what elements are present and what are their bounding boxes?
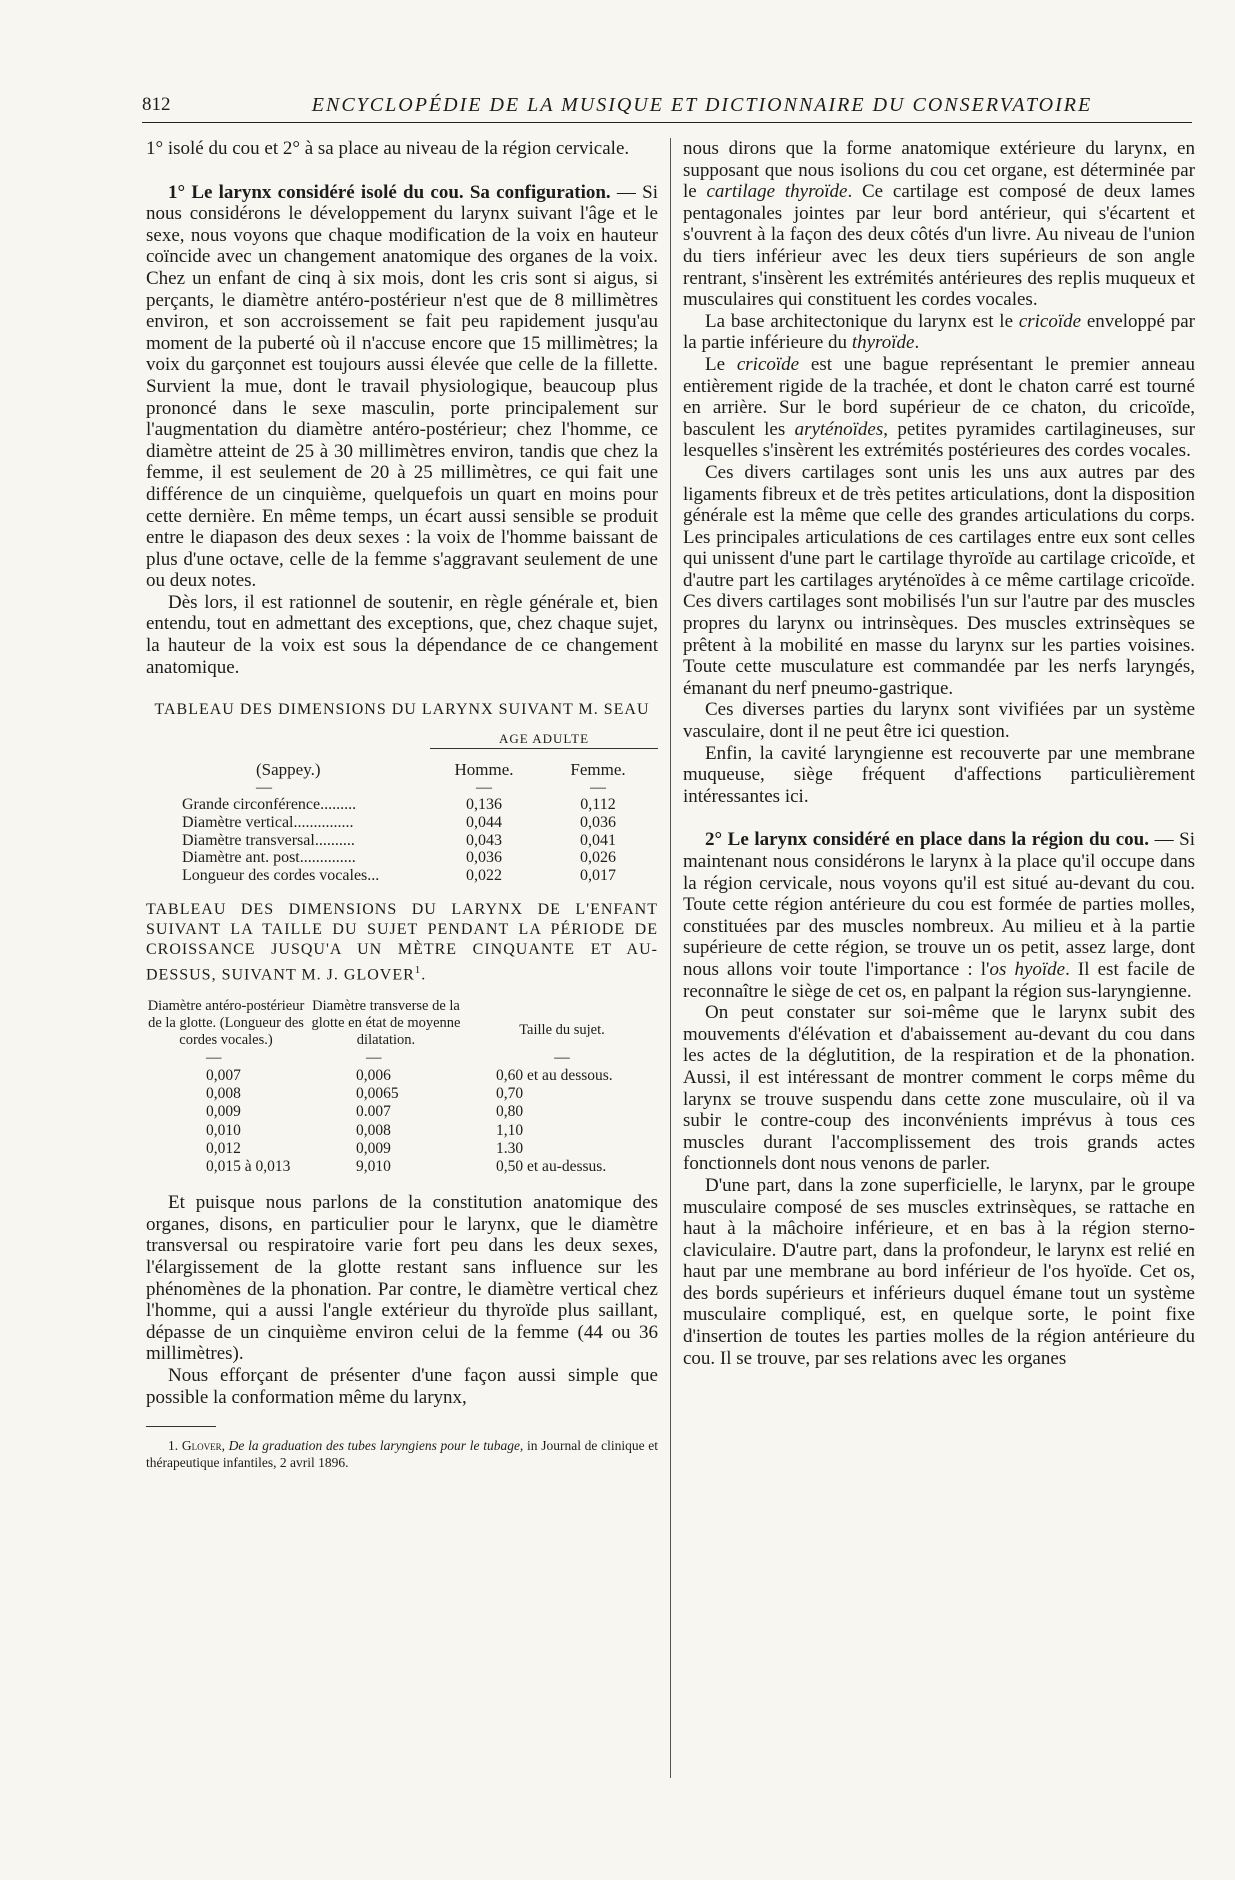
table-2-col-transverse: Diamètre transverse de la glotte en état de moyenne dilatation. bbox=[311, 997, 461, 1048]
cell-ap: 0,008 bbox=[206, 1085, 241, 1103]
table-1-title: TABLEAU DES DIMENSIONS DU LARYNX SUIVANT M. SEAU bbox=[154, 701, 650, 719]
table-1-dash: — bbox=[476, 778, 492, 796]
intro-paragraph: 1° isolé du cou et 2° à sa place au niveau de la région cervicale. bbox=[146, 138, 630, 159]
table-2-dash: — bbox=[206, 1048, 222, 1066]
table-row bbox=[146, 867, 658, 885]
table-row bbox=[146, 1067, 658, 1085]
right-column bbox=[683, 138, 1195, 1369]
cell-homme: 0,043 bbox=[466, 831, 502, 849]
paragraph-zone: D'une part, dans la zone superficielle, le larynx, par le groupe musculaire composé de ses muscles extrinsèques, se rattache en haut à la mâchoire inférieure, et en bas à la région sterno-claviculaire. D'autre part, dans la profondeur, le larynx est relié en haut par une membrane au bord inférieur de l'os hyoïde. Cet os, des bords supérieurs et inférieurs duquel émane tout un système musculaire compliqué, est, en quelque sorte, le point fixe d'insertion de toutes les parties molles de la région antérieure du cou. Il se trouve, par ses relations avec les organes bbox=[683, 1174, 1195, 1369]
cell-femme: 0,041 bbox=[580, 831, 616, 849]
cell-ap: 0,012 bbox=[206, 1139, 241, 1157]
footnote-ref: 1 bbox=[414, 964, 422, 977]
footnote-rule bbox=[146, 1426, 216, 1427]
cell-ap: 0,010 bbox=[206, 1121, 241, 1139]
footnote-author: Glover, bbox=[181, 1438, 225, 1454]
cell-homme: 0,036 bbox=[466, 849, 502, 867]
cell-homme: 0,044 bbox=[466, 814, 502, 832]
table-1-col-femme: Femme. bbox=[570, 760, 626, 780]
column-divider bbox=[670, 138, 671, 1778]
cell-ap: 0,009 bbox=[206, 1103, 241, 1121]
table-1-col-homme: Homme. bbox=[454, 760, 514, 780]
cell-ap: 0,015 à 0,013 bbox=[206, 1157, 291, 1175]
table-2-col-ap: Diamètre antéro-postérieur de la glotte. (Longueur des cordes vocales.) bbox=[147, 997, 305, 1048]
footnote: 1. Glover, De la graduation des tubes laryngiens pour le tubage, in Journal de clinique et thérapeutique infantiles, 2 avril 1896. bbox=[146, 1438, 659, 1471]
row-label: Diamètre vertical bbox=[182, 814, 294, 832]
section-1-text: — Si nous considérons le développement du larynx suivant l'âge et le sexe, nous voyons que chaque modification de la voix en hauteur coïncide avec un changement anatomique des organes de la voix. Chez un enfant de cinq à six mois, dont les cris sont si aigus, si perçants, le diamètre antéro-postérieur n'est que de 8 millimètres environ, et son accroissement se fait peu rapidement jusqu'au moment de la puberté où il n'accuse encore que 15 millimètres; la voix du garçonnet est toujours aussi élevée que celle de la fillette. Survient la mue, dont le travail physiologique, beaucoup plus prononcé dans le sexe masculin, porte principalement sur l'augmentation du diamètre antéro-postérieur; chez l'homme, ce diamètre atteint de 25 à 30 millimètres environ, tandis que chez la femme, il est seulement de 20 à 25 millimètres, ce qui fait une différence de un cinquième, quelquefois un quart en moins pour cette dernière. En même temps, un écart aussi sensible se produit entre le diapason des deux sexes : la voix de l'homme baissant de plus d'une octave, celle de la femme s'aggravant seulement de une ou deux notes. bbox=[146, 181, 658, 592]
paragraph-cartilages: Ces divers cartilages sont unis les uns aux autres par des ligaments fibreux et de très petites articulations, dont la disposition générale est la même que celle des grandes articulations du corps. Les principales articulations de ces cartilages entre eux sont celles qui unissent d'une part le cartilage thyroïde au cartilage cricoïde, et d'autre part les cartilages aryténoïdes à ce même cartilage cricoïde. Ces divers cartilages sont mobilisés l'un sur l'autre par des muscles propres du larynx ou intrinsèques. Des muscles extrinsèques se prêtent à la mobilité en masse du larynx sur les parties voisines. Toute cette musculature est commandée par les nerfs laryngés, émanant du nerf pneumo-gastrique. bbox=[683, 461, 1195, 699]
left-column bbox=[146, 138, 658, 1471]
cell-ap: 0,007 bbox=[206, 1066, 241, 1084]
cell-homme: 0,136 bbox=[466, 796, 502, 814]
table-1 bbox=[146, 700, 658, 884]
paragraph-cricoide-base: La base architectonique du larynx est le cricoïde enveloppé par la partie inférieure du thyroïde. bbox=[683, 310, 1195, 354]
cell-transverse: 0,0065 bbox=[356, 1085, 399, 1103]
cell-taille: 1.30 bbox=[496, 1139, 524, 1157]
section-2-title: 2° Le larynx considéré en place dans la région du cou. bbox=[705, 829, 1149, 851]
table-1-dash: — bbox=[590, 778, 606, 796]
table-row bbox=[146, 1085, 658, 1103]
paragraph-2: Dès lors, il est rationnel de soutenir, en règle générale et, bien entendu, tout en admettant des exceptions, que, chez chaque sujet, la hauteur de la voix est sous la dépendance de ce changement anatomique. bbox=[146, 591, 658, 678]
table-row bbox=[146, 1158, 658, 1176]
row-leader: ............... bbox=[293, 814, 354, 832]
cell-transverse: 9,010 bbox=[356, 1157, 391, 1175]
table-row bbox=[146, 1140, 658, 1158]
paragraph-mouvements: On peut constater sur soi-même que le larynx subit des mouvements d'élévation et d'abaissement au-devant du cou dans les actes de la déglutition, de la respiration et de la phonation. Aussi, il est intéressant de montrer comment le corps même du larynx se trouve suspendu dans cette zone musculaire, où il va subir le contre-coup des inconvénients imprévus à tous ces muscles durant l'accomplissement des trois grands actes fonctionnels dont nous venons de parler. bbox=[683, 1002, 1195, 1175]
paragraph-3: Et puisque nous parlons de la constitution anatomique des organes, disons, en particulier pour le larynx, que le diamètre transversal ou respiratoire varie fort peu dans les deux sexes, l'élargissement de la glotte restant sans influence sur les phénomènes de la phonation. Par contre, le diamètre vertical chez l'homme, qui a aussi l'angle extérieur du thyroïde plus saillant, dépasse de un cinquième environ celui de la femme (44 ou 36 millimètres). bbox=[146, 1192, 658, 1365]
row-leader: ... bbox=[367, 866, 380, 884]
cell-taille: 0,60 et au dessous. bbox=[496, 1066, 613, 1084]
cell-transverse: 0,008 bbox=[356, 1121, 391, 1139]
row-label: Longueur des cordes vocales bbox=[182, 866, 368, 884]
row-label: Grande circonférence bbox=[182, 796, 321, 814]
paragraph-muqueuse: Enfin, la cavité laryngienne est recouverte par une membrane muqueuse, siège fréquent d'affections particulièrement intéressantes ici. bbox=[683, 742, 1195, 807]
paragraph-thyroide: nous dirons que la forme anatomique extérieure du larynx, en supposant que nous isolions du cou cet organe, est déterminée par le cartilage thyroïde. Ce cartilage est composé de deux lames pentagonales jointes par leur bord antérieur, qui s'écartent et s'ouvrent à la façon des deux côtés d'un livre. Au niveau de l'union du tiers inférieur avec les deux tiers supérieurs de son angle rentrant, s'insèrent les extrémités antérieures des replis muqueux et musculaires qui constituent les cordes vocales. bbox=[683, 138, 1195, 311]
table-2-dash: — bbox=[554, 1048, 570, 1066]
footnote-rest: in Journal de clinique et thérapeutique infantiles, 2 avril 1896. bbox=[146, 1438, 659, 1471]
table-row bbox=[146, 1103, 658, 1121]
table-1-grid bbox=[146, 730, 658, 884]
paragraph-vasculaire: Ces diverses parties du larynx sont vivifiées par un système vasculaire, dont il ne peut être ici question. bbox=[683, 699, 1195, 743]
table-2-dash: — bbox=[366, 1048, 382, 1066]
cell-taille: 0,50 et au-dessus. bbox=[496, 1157, 607, 1175]
table-row bbox=[146, 814, 658, 832]
cell-taille: 1,10 bbox=[496, 1121, 524, 1139]
row-label: Diamètre transversal bbox=[182, 831, 315, 849]
cell-transverse: 0,006 bbox=[356, 1066, 391, 1084]
section-2-paragraph: 2° Le larynx considéré en place dans la région du cou. — Si maintenant nous considérons le larynx à la place qu'il occupe dans la région cervicale, nous voyons qu'il est situé au-devant du cou. Toute cette région antérieure du cou est formée de parties molles, constituées par des muscles nombreux. Au milieu et à la partie supérieure de cette région, se trouve un os petit, assez large, dont nous allons voir toute l'importance : l'os hyoïde. Il est facile de reconnaître le siège de cet os, en palpant la région sus-laryngienne. bbox=[683, 829, 1195, 1002]
cell-homme: 0,022 bbox=[466, 866, 502, 884]
row-label: Diamètre ant. post bbox=[182, 849, 300, 867]
table-2-col-taille: Taille du sujet. bbox=[519, 1021, 605, 1038]
cell-femme: 0,026 bbox=[580, 849, 616, 867]
paragraph-cricoide: Le cricoïde est une bague représentant le premier anneau entièrement rigide de la trachée, et dont le chaton carré est tourné en arrière. Sur le bord supérieur de ce chaton, du cricoïde, basculent les aryténoïdes, petites pyramides cartilagineuses, sur lesquelles s'insèrent les extrémités postérieures des cordes vocales. bbox=[683, 353, 1196, 462]
section-1-title: 1° Le larynx considéré isolé du cou. Sa configuration. bbox=[168, 181, 611, 203]
table-row bbox=[146, 832, 658, 850]
cell-femme: 0,036 bbox=[580, 814, 616, 832]
row-leader: .......... bbox=[314, 831, 355, 849]
cell-transverse: 0.007 bbox=[356, 1103, 391, 1121]
paragraph-4: Nous efforçant de présenter d'une façon aussi simple que possible la conformation même du larynx, bbox=[146, 1364, 658, 1408]
page-number: 812 bbox=[142, 94, 171, 115]
table-2-grid bbox=[146, 998, 658, 1176]
table-1-source: (Sappey.) bbox=[256, 760, 321, 780]
row-leader: .............. bbox=[299, 849, 356, 867]
cell-taille: 0,80 bbox=[496, 1103, 524, 1121]
table-row bbox=[146, 796, 658, 814]
table-2 bbox=[146, 900, 658, 1176]
row-leader: ......... bbox=[320, 796, 357, 814]
cell-femme: 0,017 bbox=[580, 866, 616, 884]
table-1-group-header: AGE ADULTE bbox=[430, 730, 658, 749]
cell-femme: 0,112 bbox=[580, 796, 616, 814]
table-row bbox=[146, 849, 658, 867]
footnote-title: De la graduation des tubes laryngiens pour le tubage, bbox=[228, 1438, 524, 1454]
cell-transverse: 0,009 bbox=[356, 1139, 391, 1157]
table-row bbox=[146, 1122, 658, 1140]
section-1-paragraph bbox=[146, 182, 658, 592]
table-1-dash: — bbox=[256, 778, 272, 796]
table-2-title: TABLEAU DES DIMENSIONS DU LARYNX DE L'ENFANT SUIVANT LA TAILLE DU SUJET PENDANT LA PÉRIODE DE CROISSANCE JUSQU'A UN MÈTRE CINQUANTE ET AU-DESSUS, SUIVANT M. J. GLOVER$^1$. bbox=[146, 901, 658, 984]
cell-taille: 0,70 bbox=[496, 1085, 524, 1103]
page-header bbox=[142, 92, 1192, 123]
running-title: ENCYCLOPÉDIE DE LA MUSIQUE ET DICTIONNAIRE DU CONSERVATOIRE bbox=[311, 94, 1093, 116]
